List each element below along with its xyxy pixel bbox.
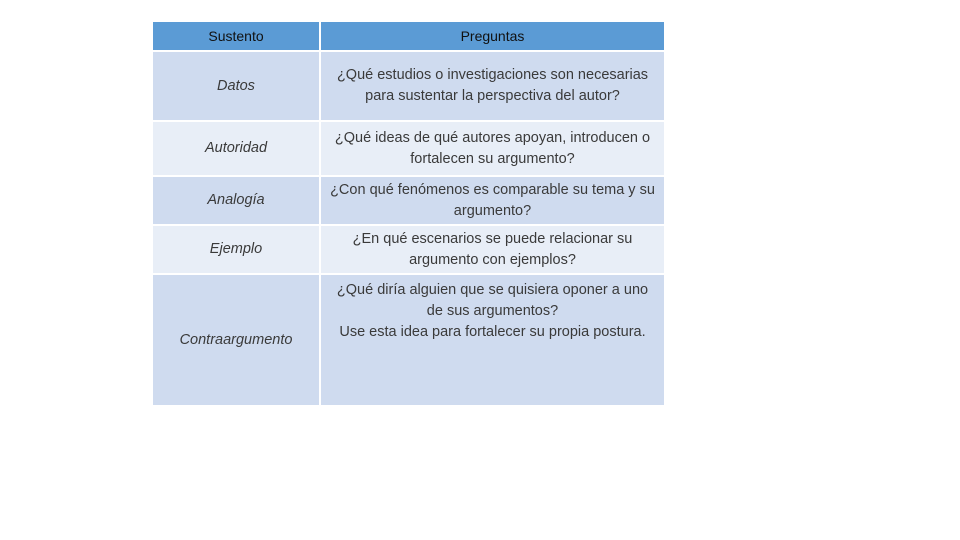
table-header-row: [152, 21, 665, 51]
pregunta-text: ¿Qué diría alguien que se quisiera oponer a uno de sus argumentos?: [336, 282, 649, 319]
pregunta-cell: ¿En qué escenarios se puede relacionar su argumento con ejemplos?: [320, 225, 665, 274]
sustento-cell: Datos: [152, 51, 320, 121]
pregunta-cell: ¿Qué estudios o investigaciones son necesarias para sustentar la perspectiva del autor?: [320, 51, 665, 121]
pregunta-cell: ¿Con qué fenómenos es comparable su tema y su argumento?: [320, 176, 665, 225]
header-sustento: Sustento: [152, 21, 320, 51]
table-row: [152, 274, 665, 406]
pregunta-cell: ¿Qué ideas de qué autores apoyan, introducen o fortalecen su argumento?: [320, 121, 665, 176]
sustento-cell: Autoridad: [152, 121, 320, 176]
table-row: [152, 225, 665, 274]
header-preguntas: Preguntas: [320, 21, 665, 51]
sustento-cell: Analogía: [152, 176, 320, 225]
sustento-cell: Ejemplo: [152, 225, 320, 274]
pregunta-cell: [320, 274, 665, 406]
table-row: [152, 121, 665, 176]
table-row: [152, 51, 665, 121]
sustento-cell: Contraargumento: [152, 274, 320, 406]
table-row: [152, 176, 665, 225]
pregunta-extra-text: Use esta idea para fortalecer su propia postura.: [339, 324, 646, 340]
sustento-preguntas-table: [151, 20, 666, 407]
